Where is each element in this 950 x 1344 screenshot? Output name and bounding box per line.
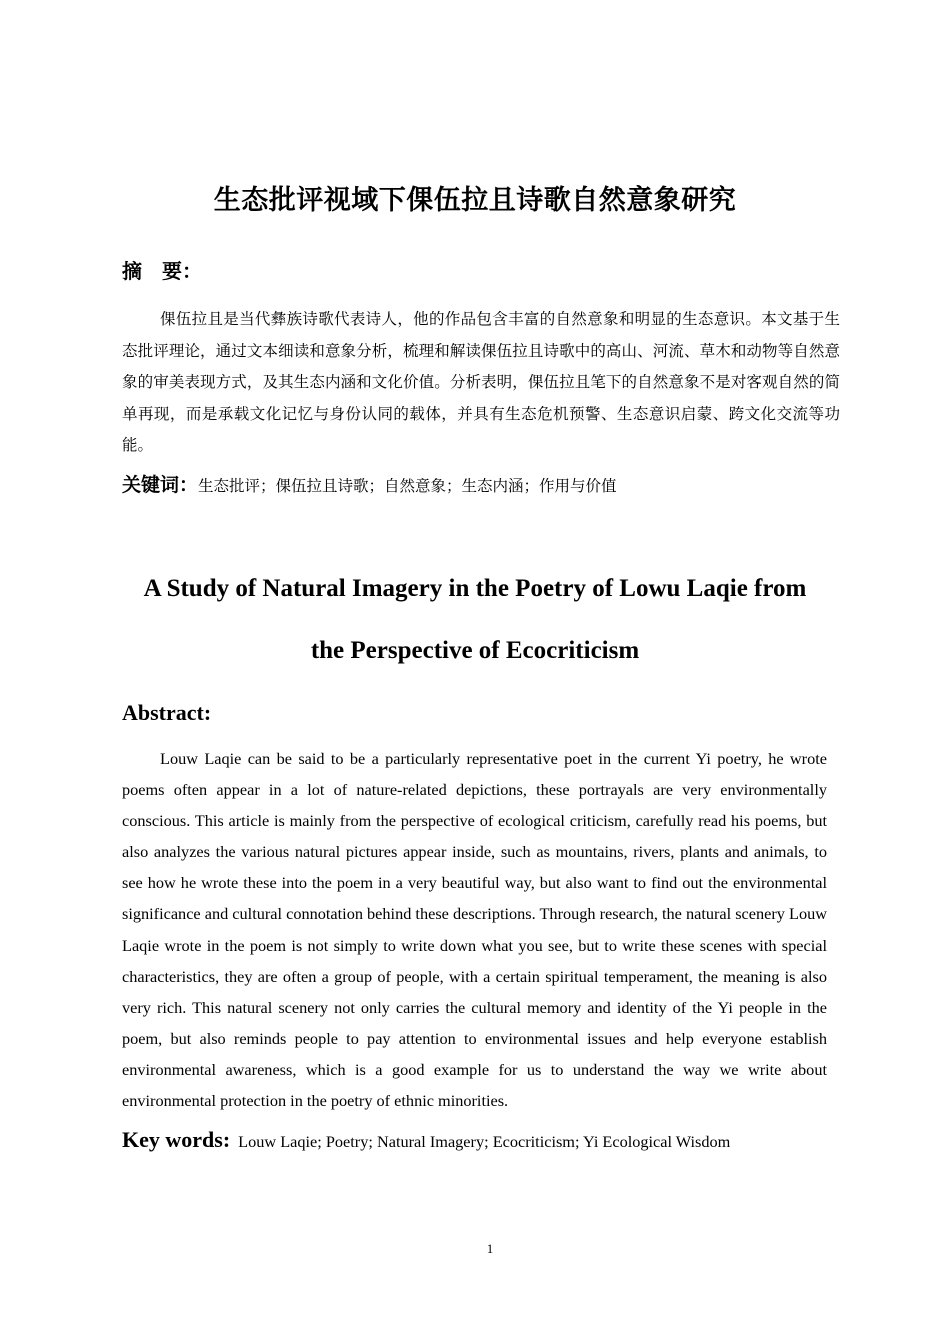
chinese-keywords-label: 关键词： (122, 474, 199, 496)
english-keywords-text: Louw Laqie; Poetry; Natural Imagery; Ecocriticism; Yi Ecological Wisdom (238, 1132, 731, 1151)
chinese-abstract-body: 倮伍拉且是当代彝族诗歌代表诗人，他的作品包含丰富的自然意象和明显的生态意识。本文基于生态批评理论，通过文本细读和意象分析，梳理和解读倮伍拉且诗歌中的高山、河流、草木和动物等自然意象的审美表现方式，及其生态内涵和文化价值。分析表明，倮伍拉且笔下的自然意象不是对客观自然的简单再现，而是承载文化记忆与身份认同的载体，并具有生态危机预警、生态意识启蒙、跨文化交流等功能。 (122, 310, 840, 454)
chinese-keywords-text: 生态批评；倮伍拉且诗歌；自然意象；生态内涵；作用与价值 (198, 477, 617, 495)
english-title-line-1: A Study of Natural Imagery in the Poetry of Lowu Laqie from (143, 575, 807, 602)
english-abstract-body: Louw Laqie can be said to be a particularly representative poet in the current Yi poetry, he wrote poems often appear in a lot of nature-related depictions, these portrayals are very environmentally conscious. This article is mainly from the perspective of ecological criticism, carefully read his poems, but also analyzes the various natural pictures appear inside, such as mountains, rivers, plants and animals, to see how he wrote these into the poem in a very beautiful way, but also want to find out the environmental significance and cultural connotation behind these descriptions. Through research, the natural scenery Louw Laqie wrote in the poem is not simply to write down what you see, but to write these scenes with special characteristics, they are often a group of people, with a certain spiritual temperament, the meaning is also very rich. This natural scenery not only carries the cultural memory and identity of the Yi people in the poem, but also reminds people to pay attention to environmental issues and help everyone establish environmental awareness, which is a good example for us to understand the way we write about environmental protection in the poetry of ethnic minorities. (122, 749, 827, 1111)
english-title-line-2: the Perspective of Ecocriticism (310, 637, 640, 664)
english-title (110, 558, 840, 682)
english-abstract-heading: Abstract: (122, 700, 212, 725)
english-keywords-label: Key words: (122, 1127, 231, 1152)
english-keywords (122, 1127, 842, 1153)
chinese-keywords (122, 470, 842, 497)
chinese-abstract-heading: 摘 要： (122, 259, 202, 283)
page-number: 1 (486, 1241, 494, 1256)
chinese-title: 生态批评视域下倮伍拉且诗歌自然意象研究 (213, 185, 737, 216)
